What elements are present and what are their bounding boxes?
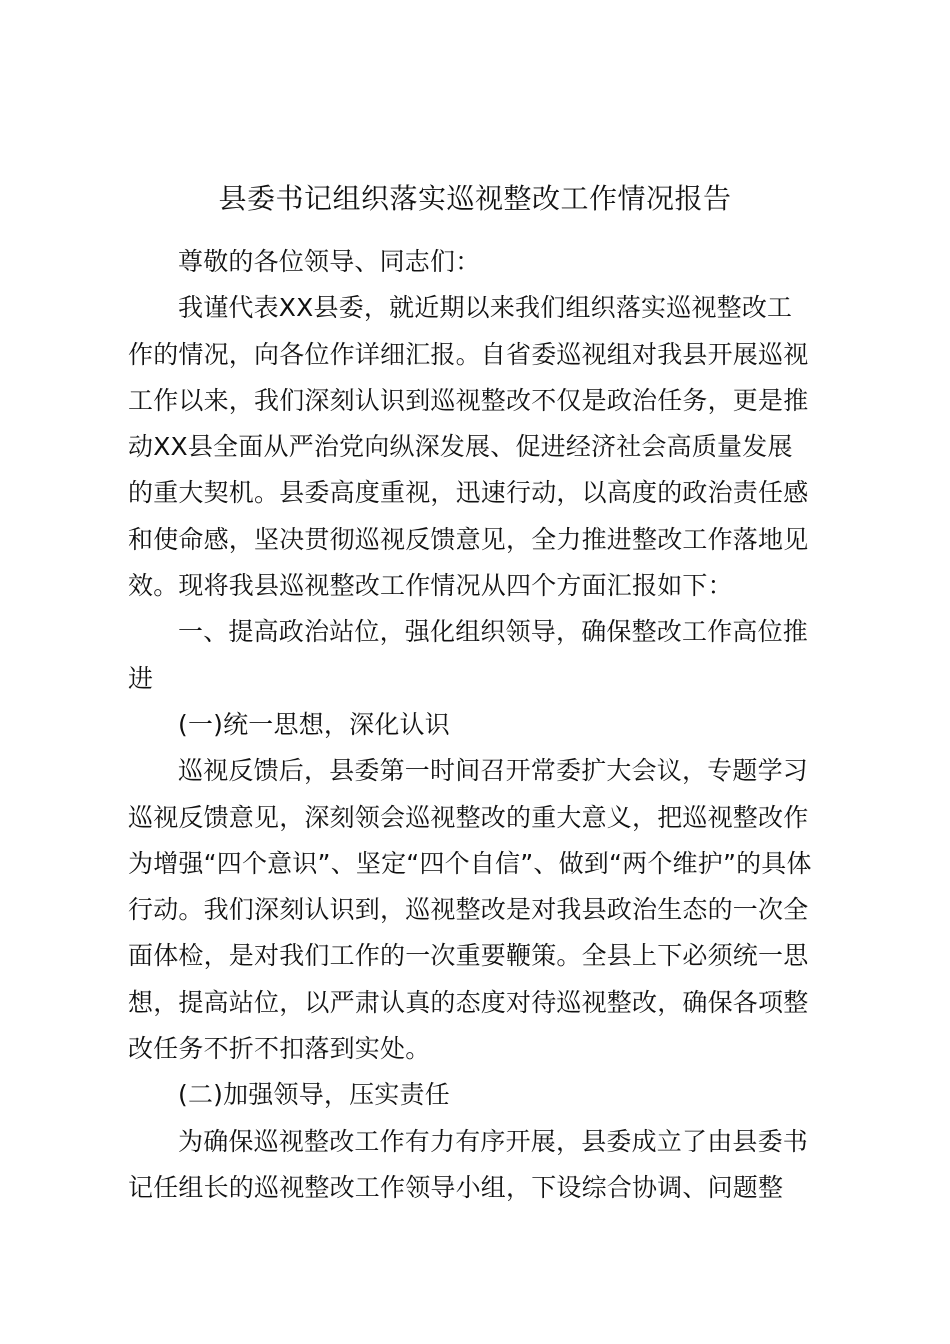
text-line: 作的情况，向各位作详细汇报。自省委巡视组对我县开展巡视 [128, 339, 809, 369]
text-line: (二)加强领导，压实责任 [178, 1080, 450, 1110]
text-line: 和使命感，坚决贯彻巡视反馈意见，全力推进整改工作落地见 [128, 524, 809, 554]
text-line: 一、提高政治站位，强化组织领导，确保整改工作高位推 [178, 617, 809, 647]
text-line: 为增强“四个意识”、坚定“四个自信”、做到“两个维护”的具体 [128, 848, 812, 878]
text-line: 行动。我们深刻认识到，巡视整改是对我县政治生态的一次全 [128, 895, 809, 925]
text-line: 进 [128, 663, 154, 693]
text-line: 为确保巡视整改工作有力有序开展，县委成立了由县委书 [178, 1126, 809, 1156]
text-line: 工作以来，我们深刻认识到巡视整改不仅是政治任务，更是推 [128, 385, 809, 415]
text-line: (一)统一思想，深化认识 [178, 709, 450, 739]
text-line: 效。现将我县巡视整改工作情况从四个方面汇报如下： [128, 571, 733, 601]
document-title: 县委书记组织落实巡视整改工作情况报告 [218, 182, 732, 215]
text-line: 动XX县全面从严治党向纵深发展、促进经济社会高质量发展 [128, 432, 793, 462]
text-line: 的重大契机。县委高度重视，迅速行动，以高度的政治责任感 [128, 478, 809, 508]
text-line: 记任组长的巡视整改工作领导小组，下设综合协调、问题整 [128, 1172, 784, 1202]
text-line: 改任务不折不扣落到实处。 [128, 1034, 431, 1064]
text-line: 巡视反馈意见，深刻领会巡视整改的重大意义，把巡视整改作 [128, 802, 809, 832]
text-line: 我谨代表XX县委，就近期以来我们组织落实巡视整改工 [178, 293, 793, 323]
text-line: 尊敬的各位领导、同志们： [178, 247, 481, 276]
text-line: 面体检，是对我们工作的一次重要鞭策。全县上下必须统一思 [128, 941, 809, 971]
text-line: 巡视反馈后，县委第一时间召开常委扩大会议，专题学习 [178, 756, 809, 786]
text-line: 想，提高站位，以严肃认真的态度对待巡视整改，确保各项整 [128, 987, 809, 1017]
document-body [128, 239, 820, 1211]
